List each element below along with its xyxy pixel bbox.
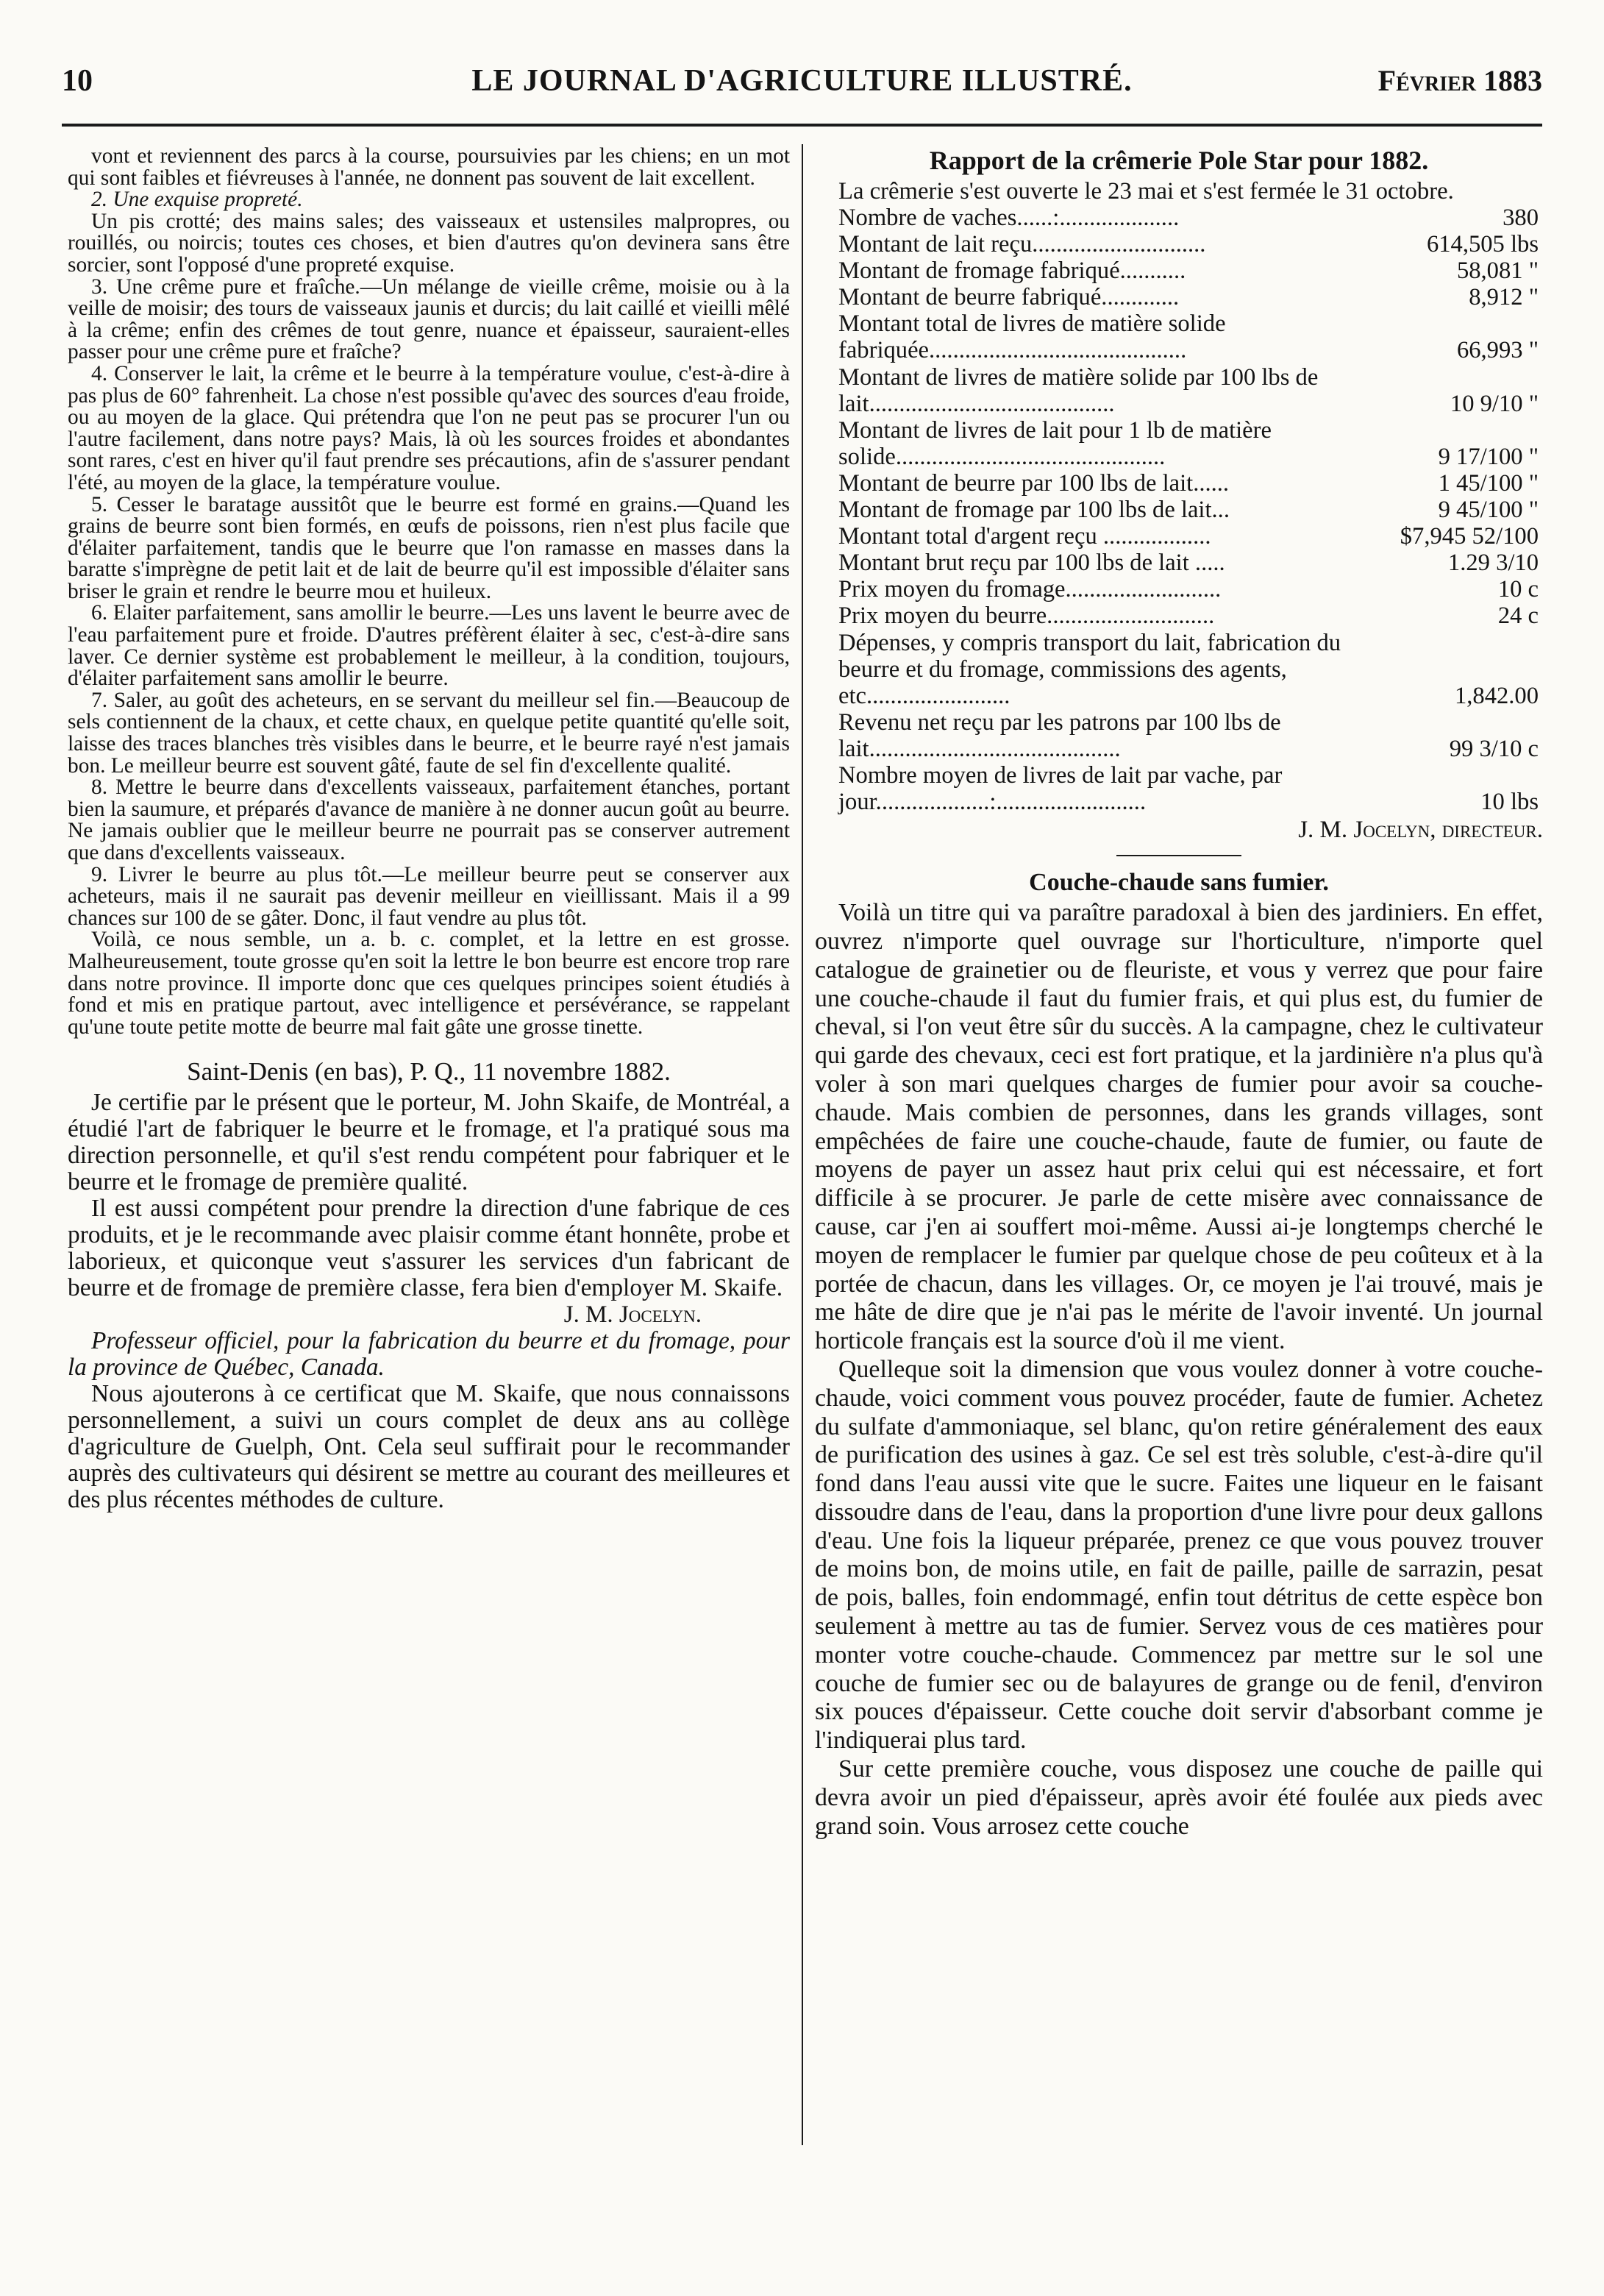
report-label: Revenu net reçu par les patrons par 100 lbs de lait.......................................... — [838, 708, 1281, 762]
report-value: 99 3/10 c — [1449, 735, 1539, 762]
report-title: Rapport de la crêmerie Pole Star pour 1882. — [929, 146, 1429, 175]
principle-heading: 2. Une exquise propreté. — [91, 188, 303, 212]
certificate-closing — [68, 1381, 790, 1513]
paragraph: 3. Une crême pure et fraîche.—Un mélange de vieille crême, moisie ou à la veille de moisir; des tours de vaisseaux jaunis et durcis; du lait caillé et vieilli mêlé à la crême; enfin des crêmes de tout genre, nuance et épaisseur, sauraient-elles passer pour une crême pure et fraîche? — [68, 274, 790, 364]
paragraph: Voilà un titre qui va paraître paradoxal à bien des jardiniers. En effet, ouvrez n'importe quel ouvrage sur l'horticulture, n'importe quel catalogue de grainetier ou de fleuriste, et vous y verrez que pour faire une couche-chaude il faut du fumier frais, et qui plus est, du fumier de cheval, si l'on veut être sûr du succès. A la campagne, chez le cultivateur qui garde des chevaux, ceci est fort pratique, et la jardinière n'a plus qu'à voler à son mari quelques charges de fumier pour avoir sa couche-chaude. Mais combien de personnes, dans les grands villages, sont empêchées de faire une couche-chaude, faute de fumier, ou faute de moyens de payer un assez haut prix celui qui est nécessaire, et fort difficile à se procurer. Je parle de cette misère avec connaissance de cause, car j'en ai souffert moi-même. Aussi ai-je longtemps cherché le moyen de remplacer le fumier par quelque chose de peu coûteux et à la portée de chacun, dans les villages. Or, ce moyen je l'ai trouvé, mais je me hâte de dire que je n'ai pas le mérite de l'avoir inventé. Un journal horticole français est la source d'où il me vient. — [815, 899, 1543, 1355]
page-number: 10 — [62, 64, 93, 98]
report-row — [838, 630, 1539, 709]
report-label: Montant de livres de lait pour 1 lb de matière solide............................................. — [838, 416, 1272, 470]
paragraph: Un pis crotté; des mains sales; des vaisseaux et ustensiles malpropres, ou rouillés, ou noircis; toutes ces choses, et bien d'autres qu'on devinera sans être sorcier, sont l'opposé d'une propreté exquise. — [68, 209, 790, 277]
report-row — [838, 257, 1539, 284]
paragraph: 5. Cesser le baratage aussitôt que le beurre est formé en grains.—Quand les grains de beurre sont bien formés, en œufs de poissons, rien n'est plus facile que d'élaiter parfaitement, tandis que le beurre que l'on ramasse en masses dans la baratte s'imprègne de petit lait et de lait de beurre qu'il est impossible d'élaiter sans briser le grain et rendre le beurre mou et huileux. — [68, 492, 790, 603]
report-value: 10 9/10 " — [1450, 390, 1539, 417]
paragraph: Sur cette première couche, vous disposez une couche de paille qui devra avoir un pied d'épaisseur, après avoir été foulée aux pieds avec grand soin. Vous arrosez cette couche — [815, 1755, 1543, 1840]
report-label: Montant de beurre fabriqué............. — [838, 284, 1180, 311]
certificate-title: Professeur officiel, pour la fabrication du beurre et du fromage, pour la province de Québec, Canada. — [68, 1327, 790, 1382]
report-value: 614,505 lbs — [1426, 231, 1539, 258]
report-label: Dépenses, y compris transport du lait, fabrication du beurre et du fromage, commissions des agents, etc........................ — [838, 629, 1341, 709]
report-value: 66,993 " — [1456, 337, 1539, 364]
report-row — [838, 550, 1539, 576]
report-table — [838, 205, 1539, 815]
report-label: Montant de livres de matière solide par 100 lbs de lait......................................... — [838, 363, 1319, 417]
report-row — [838, 417, 1539, 470]
journal-title: LE JOURNAL D'AGRICULTURE ILLUSTRÉ. — [471, 64, 1133, 98]
paragraph: Il est aussi compétent pour prendre la direction d'une fabrique de ces produits, et je le recommande avec plaisir comme étant honnête, probe et laborieux, et quiconque veut s'assurer les services d'un fabricant de beurre et de fromage de première classe, fera bien d'employer M. Skaife. — [68, 1195, 790, 1302]
paragraph: vont et reviennent des parcs à la course, poursuivies par les chiens; en un mot qui sont faibles et fiévreuses à l'année, ne donnent pas souvent de lait excellent. — [68, 144, 790, 190]
report-row — [838, 364, 1539, 417]
report-label: Prix moyen du fromage.......................... — [838, 576, 1222, 603]
report-label: Nombre de vaches......:.................... — [838, 205, 1180, 231]
paragraph: 9. Livrer le beurre au plus tôt.—Le meilleur beurre peut se conserver aux acheteurs, mais il ne saurait pas devenir meilleur en vieillissant. Mais il a 99 chances sur 100 de se gâter. Donc, il faut vendre au plus tôt. — [68, 862, 790, 930]
report-value: 1.29 3/10 — [1447, 550, 1539, 577]
issue-date: Février 1883 — [1377, 64, 1542, 97]
paragraph: 6. Elaiter parfaitement, sans amollir le beurre.—Les uns lavent le beurre avec de l'eau parfaitement pure et froide. D'autres préfèrent élaiter à sec, c'est-à-dire sans laver. Ce dernier système est probablement le meilleur, à la condition, toujours, d'élaiter parfaitement sans amollir le beurre. — [68, 601, 790, 691]
report-row — [838, 603, 1539, 629]
paragraph: Quelleque soit la dimension que vous voulez donner à votre couche-chaude, voici comment vous pouvez procéder, faute de fumier. Achetez du sulfate d'ammoniaque, sel blanc, qu'on retire généralement des eaux de purification des usines à gaz. Ce sel est très soluble, c'est-à-dire qu'il fond dans l'eau aussi vite que le sucre. Faites une liqueur en le faisant dissoudre dans de l'eau, dans la proportion d'une livre pour deux gallons d'eau. Une fois la liqueur préparée, prenez ce que vous pouvez trouver de moins bon, de moins utile, en fait de paille, paille de sarrazin, pesat de pois, balles, foin endommagé, enfin tout détritus de cette espèce bon seulement à mettre au tas de fumier. Servez vous de ces matières pour monter votre couche-chaude. Commencez par mettre sur le sol une couche de fumier sec ou de balayures de grange ou de fenil, d'environ six pouces d'épaisseur. Cette couche doit servir d'absorbant comme je l'indiquerai plus tard. — [815, 1355, 1543, 1755]
report-value: 380 — [1503, 205, 1539, 231]
paragraph: 8. Mettre le beurre dans d'excellents vaisseaux, parfaitement étanches, portant bien la saumure, et préparés d'avance de manière à ne donner aucun goût au beurre. Ne jamais oublier que le meilleur beurre ne pourrait pas se conserver autrement que dans d'excellents vaisseaux. — [68, 775, 790, 864]
report-label: Montant total d'argent reçu .................. — [838, 523, 1211, 550]
column-divider — [802, 144, 803, 2145]
report-value: 9 17/100 " — [1438, 443, 1539, 470]
report-row — [838, 284, 1539, 310]
signature-text: J. M. Jocelyn, directeur. — [1298, 817, 1543, 844]
paragraph: Nous ajouterons à ce certificat que M. Skaife, que nous connaissons personnellement, a suivi un cours complet de deux ans au collège d'agriculture de Guelph, Ont. Cela seul suffirait pour le recommander auprès des cultivateurs qui désirent se mettre au courant des meilleures et des plus récentes méthodes de culture. — [68, 1380, 790, 1514]
report-value: $7,945 52/100 — [1400, 523, 1539, 550]
report-value: 1 45/100 " — [1438, 469, 1539, 497]
paragraph: Je certifie par le présent que le porteur, M. John Skaife, de Montréal, a étudié l'art de fabriquer le beurre et le fromage, et l'a pratiqué sous ma direction personnelle, et qu'il s'est rendu compétent pour fabriquer et le beurre et le fromage de première qualité. — [68, 1089, 790, 1196]
report-row — [838, 470, 1539, 497]
paragraph: Voilà, ce nous semble, un a. b. c. complet, et la lettre en est grosse. Malheureusement, toute grosse qu'en soit la lettre le bon beurre est encore trop rare dans notre province. Il importe donc que ces quelques principes soient étudiés à fond et mis en pratique partout, avec intelligence et persévérance, se rappelant qu'une toute petite motte de beurre mal fait gâte une grosse tinette. — [68, 928, 790, 1039]
report-value: 1,842.00 — [1454, 682, 1539, 709]
report-row — [838, 523, 1539, 550]
certificate-heading: Saint-Denis (en bas), P. Q., 11 novembre 1882. — [187, 1057, 671, 1087]
article-title: Couche-chaude sans fumier. — [1029, 869, 1329, 897]
report-row — [838, 205, 1539, 231]
report-value: 10 lbs — [1480, 789, 1539, 816]
header-rule — [62, 124, 1542, 127]
certificate-signature — [68, 1301, 790, 1328]
left-column — [68, 146, 790, 1513]
certificate-text — [68, 1090, 790, 1301]
right-column — [815, 146, 1543, 1841]
report-value: 10 c — [1497, 576, 1539, 603]
report-label: Montant de beurre par 100 lbs de lait...... — [838, 469, 1230, 497]
article-body — [815, 899, 1543, 1841]
report-label: Montant de fromage par 100 lbs de lait... — [838, 497, 1230, 524]
report-label: Prix moyen du beurre............................ — [838, 603, 1215, 630]
report-label: Montant brut reçu par 100 lbs de lait ..... — [838, 550, 1225, 577]
report-signature — [815, 817, 1543, 843]
report-value: 24 c — [1497, 603, 1539, 630]
report-row — [838, 709, 1539, 762]
report-label: Montant total de livres de matière solide fabriquée........................................... — [838, 310, 1226, 364]
paragraph: 4. Conserver le lait, la crême et le beurre à la température voulue, c'est-à-dire à pas plus de 60° fahrenheit. La chose n'est possible qu'avec des sources d'eau froide, ou au moyen de la glace. Qui prétendra que l'on ne peut pas se procurer l'un ou l'autre facilement, dans notre pays? Mais, là où les sources froides et abondantes sont rares, c'est en hiver qu'il faut prendre ses précautions, afin de s'assurer pendant l'été, au moyen de la glace, la température voulue. — [68, 361, 790, 494]
report-label: Montant de fromage fabriqué........... — [838, 257, 1186, 285]
section-divider — [1116, 855, 1241, 856]
report-row — [838, 310, 1539, 363]
signature-text: J. M. Jocelyn. — [563, 1301, 702, 1329]
report-row — [838, 576, 1539, 603]
page-header — [62, 63, 1542, 107]
report-value: 9 45/100 " — [1438, 497, 1539, 524]
report-value: 58,081 " — [1456, 257, 1539, 285]
butter-principles-text — [68, 146, 790, 1038]
report-value: 8,912 " — [1469, 284, 1539, 311]
report-label: Nombre moyen de livres de lait par vache, par jour...................:......................... — [838, 761, 1283, 816]
report-intro: La crêmerie s'est ouverte le 23 mai et s'est fermée le 31 octobre. — [838, 178, 1454, 205]
report-row — [838, 497, 1539, 523]
report-label: Montant de lait reçu............................. — [838, 231, 1206, 258]
report-row — [838, 762, 1539, 815]
paragraph: 7. Saler, au goût des acheteurs, en se servant du meilleur sel fin.—Beaucoup de sels contiennent de la chaux, et cette chaux, en quelque petite quantité qu'elle soit, laisse des traces blanches très visibles dans le beurre, et le beurre rayé n'est jamais bon. Le meilleur beurre est souvent gâté, faute de sel fin d'excellente qualité. — [68, 688, 790, 778]
report-row — [838, 231, 1539, 257]
